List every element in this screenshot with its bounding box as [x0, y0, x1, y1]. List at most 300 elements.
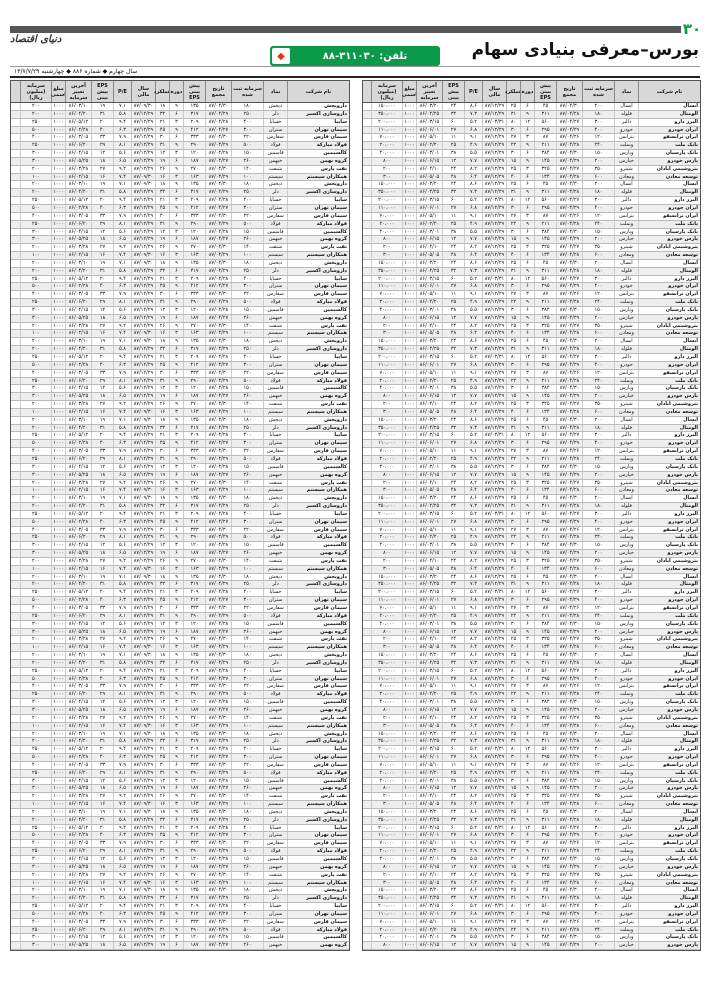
table-cell: ۱۵۰،۰۰۰: [371, 260, 402, 267]
table-cell: ۵.۲: [464, 668, 482, 675]
table-cell: ۲۰،۰۰۰: [371, 378, 402, 385]
table-cell: ۳۰۰: [20, 778, 51, 785]
table-cell: ۳: [169, 487, 183, 494]
table-cell: ۴۱۲: [183, 440, 205, 447]
table-cell: ۱۹: [91, 809, 113, 816]
company-name-cell: ایران ترانسفو: [638, 291, 700, 298]
table-cell: ۲۹۵: [534, 832, 556, 839]
table-row: [11, 409, 349, 417]
table-cell: ۸۰۰: [371, 785, 402, 792]
table-cell: ۸۷/۱۲/۲۹: [482, 487, 506, 494]
table-cell: ۸۷/۰۴/۲۹: [205, 880, 231, 887]
table-cell: ۲۰۰: [20, 503, 51, 510]
table-cell: ۳۱: [155, 142, 169, 149]
table-cell: ۸۷/۰۴/۲۸: [556, 817, 582, 824]
table-cell: ۴۰۰: [20, 840, 51, 847]
table-cell: ۹: [520, 142, 534, 149]
table-cell: ۷.۴: [113, 409, 131, 416]
table-cell: ۷.۷: [464, 785, 482, 792]
table-cell: ۲۹: [91, 142, 113, 149]
table-cell: ۸۶/۰۴/۱۵: [65, 699, 91, 706]
table-cell: ۶: [520, 464, 534, 471]
table-cell: ۳۱: [155, 534, 169, 541]
table-cell: ۱۲۰: [582, 762, 614, 769]
table-cell: ۸۶/۰۶/۱۵: [416, 315, 442, 322]
table-cell: ۸۶/۰۳/۰۵: [65, 762, 91, 769]
table-cell: ۱۰۰۰: [402, 691, 416, 698]
company-name-cell: بانک پارسیان: [638, 856, 700, 863]
table-cell: ۲۴: [442, 652, 464, 659]
table-cell: ۱۰۰۰: [51, 581, 65, 588]
table-cell: ۳۰: [506, 150, 520, 157]
table-cell: ۲۰۹: [183, 511, 205, 518]
table-cell: ۴۰۰: [231, 197, 263, 204]
table-cell: ۸۷/۱۲/۲۹: [482, 652, 506, 659]
table-cell: ۹.۱: [464, 448, 482, 455]
table-cell: دلر: [263, 817, 287, 824]
table-cell: ۲۵: [442, 848, 464, 855]
table-cell: ۸۷/۰۴/۲۹: [556, 205, 582, 212]
table-cell: ۲۱۱: [534, 927, 556, 934]
company-name-cell: فولاد مبارکه: [287, 691, 349, 698]
table-cell: ۸۶/۰۵/۲۵: [65, 393, 91, 400]
table-cell: ۸۷/۰۴/۲۸: [205, 354, 231, 361]
company-name-cell: آبسال: [638, 338, 700, 345]
table-cell: ۸۷/۱۲/۲۹: [131, 691, 155, 698]
table-cell: ۲۴۰: [582, 299, 614, 306]
table-cell: ۸۷/۰۴/۲۸: [205, 542, 231, 549]
column-header: P/E: [464, 81, 482, 102]
table-cell: ۸۶/۰۵/۲۵: [65, 942, 91, 949]
table-cell: ۸۷/۰۴/۲۷: [205, 911, 231, 918]
table-cell: ۸۷/۰۴/۲۹: [205, 691, 231, 698]
company-name-cell: همکاران سیستم: [287, 174, 349, 181]
table-cell: ۸۷/۰۴/۲۸: [556, 566, 582, 573]
table-cell: ۹: [520, 268, 534, 275]
table-row: [363, 550, 700, 558]
table-cell: ۱۸۷: [183, 864, 205, 871]
company-name-cell: داروپخش: [287, 652, 349, 659]
table-cell: ۸۷/۱۲/۲۹: [482, 417, 506, 424]
table-cell: ۱۲۰: [183, 542, 205, 549]
table-cell: ۹.۲: [113, 793, 131, 800]
table-row: [11, 519, 349, 527]
table-cell: ۵۰۰: [20, 127, 51, 134]
table-cell: ۶: [520, 487, 534, 494]
table-cell: ۳: [169, 621, 183, 628]
table-cell: ۱۰۰۰: [51, 205, 65, 212]
table-cell: شنفت: [263, 558, 287, 565]
table-cell: ۵۰۰: [20, 362, 51, 369]
table-cell: ۸۷/۱۲/۲۹: [131, 597, 155, 604]
column-header: نام شرکت: [287, 81, 349, 102]
table-cell: ۱۶۳: [183, 252, 205, 259]
table-cell: ۴۸: [442, 723, 464, 730]
company-name-cell: نفت پارس: [287, 872, 349, 879]
table-cell: ۸۷/۰۴/۲۸: [556, 738, 582, 745]
table-cell: ۸۷/۱۲/۲۹: [131, 519, 155, 526]
table-cell: ۱۱۰،۰۰۰: [371, 519, 402, 526]
table-cell: ۸۶/۰۵/۲۵: [65, 158, 91, 165]
table-cell: ۷۰،۰۰۰: [371, 291, 402, 298]
table-cell: ۸۶/۰۳/۱۰: [65, 731, 91, 738]
table-cell: ۱۰۰۰: [51, 456, 65, 463]
table-cell: ۲۱۱: [534, 770, 556, 777]
table-cell: ۴.۹: [464, 221, 482, 228]
company-name-cell: داروسازی اکسیر: [287, 660, 349, 667]
table-cell: ۱۱: [442, 213, 464, 220]
table-cell: ۸.۶: [464, 652, 482, 659]
table-row: [363, 440, 700, 448]
table-cell: ۸۶/۰۴/۲۰: [65, 111, 91, 118]
table-cell: ۸۷/۰۴/۲۷: [205, 158, 231, 165]
table-cell: ۸.۱: [113, 691, 131, 698]
company-name-cell: همکاران سیستم: [287, 566, 349, 573]
table-cell: ۸۶/۰۲/۱۵: [65, 880, 91, 887]
table-cell: ۲۹۵: [534, 676, 556, 683]
table-cell: ۲۰: [91, 825, 113, 832]
table-cell: خساپا: [263, 432, 287, 439]
company-name-cell: بانک پارسیان: [638, 150, 700, 157]
table-cell: ۱۰۰۰: [402, 660, 416, 667]
table-cell: ۸۰: [506, 511, 520, 518]
table-cell: ۴۱۲: [183, 519, 205, 526]
table-cell: ۸۷/۰۴/۲۸: [205, 668, 231, 675]
table-cell: ۶: [169, 503, 183, 510]
table-cell: ۸.۱: [113, 221, 131, 228]
table-cell: ۲۰۹: [183, 825, 205, 832]
table-cell: ۲۰۹: [183, 354, 205, 361]
table-cell: ۱۰۰۰: [51, 566, 65, 573]
table-cell: ۲۴۰: [582, 378, 614, 385]
company-name-cell: پارس خودرو: [638, 707, 700, 714]
table-cell: ۸.۶: [464, 495, 482, 502]
table-cell: ۲۶: [155, 715, 169, 722]
table-cell: ۸۷/۰۴/۲۷: [205, 236, 231, 243]
table-cell: ۹: [520, 785, 534, 792]
table-cell: ۸۶/۰۵/۱۲: [65, 197, 91, 204]
table-cell: ۹.۱: [464, 134, 482, 141]
table-cell: ۸۷/۱۲/۲۹: [482, 636, 506, 643]
table-cell: ۸.۱: [113, 848, 131, 855]
table-cell: ۸۷/۰۴/۳۰: [556, 699, 582, 706]
table-cell: ۵.۵: [464, 150, 482, 157]
company-name-cell: داروپخش: [287, 181, 349, 188]
table-cell: ۸۷/۱۲/۲۹: [482, 315, 506, 322]
table-row: [363, 142, 700, 150]
table-cell: ۱۸۰: [231, 574, 263, 581]
table-row: [363, 683, 700, 691]
table-cell: ۸۷/۰۴/۳۰: [205, 527, 231, 534]
table-cell: ۸۶/۰۲/۲۰: [416, 848, 442, 855]
table-cell: ۸۷/۰۴/۲۸: [205, 903, 231, 910]
table-cell: ۱۸۷: [183, 550, 205, 557]
table-cell: ۸۶/۰۶/۲۰: [65, 142, 91, 149]
table-cell: ۱۰۰۰: [402, 942, 416, 949]
table-cell: ۵.۸: [113, 425, 131, 432]
table-cell: ۲۰۰: [371, 166, 402, 173]
table-cell: ۳۸: [442, 150, 464, 157]
table-cell: ۴.۹: [464, 534, 482, 541]
table-cell: ۶: [520, 260, 534, 267]
table-cell: ۸۷/۰۴/۲۷: [556, 589, 582, 596]
table-cell: ۱۸: [155, 887, 169, 894]
table-row: [11, 393, 349, 401]
table-cell: ۲۰: [91, 668, 113, 675]
table-cell: ۸۶/۰۳/۰۵: [65, 919, 91, 926]
table-cell: ۲۵۰: [231, 817, 263, 824]
company-name-cell: سایپا: [287, 354, 349, 361]
table-cell: ۸۷/۱۲/۲۹: [482, 181, 506, 188]
table-cell: ۳۱: [155, 848, 169, 855]
table-cell: ۱۰۰۰: [51, 550, 65, 557]
table-cell: ۸۷/۱۲/۲۹: [131, 456, 155, 463]
table-cell: ۴۵: [534, 260, 556, 267]
table-cell: ۳۰: [155, 527, 169, 534]
table-cell: ۸۷/۰۴/۲۸: [556, 848, 582, 855]
table-cell: ۴۱۲: [183, 283, 205, 290]
table-cell: ۲۰۰: [20, 660, 51, 667]
table-cell: بترانس: [614, 448, 638, 455]
table-cell: ۸۷/۰۴/۲۷: [205, 942, 231, 949]
table-cell: ۸.۲: [464, 401, 482, 408]
table-cell: ۸۷/۱۲/۲۹: [131, 511, 155, 518]
table-row: [11, 785, 349, 793]
table-cell: ۸۷/۱۲/۲۹: [482, 605, 506, 612]
table-cell: ۹: [169, 221, 183, 228]
table-cell: ۱۰۰۰: [51, 197, 65, 204]
table-cell: سیستم: [263, 174, 287, 181]
table-cell: فلوله: [614, 111, 638, 118]
table-cell: ۹: [520, 236, 534, 243]
table-cell: ۳۰۰: [371, 409, 402, 416]
table-cell: ۲۰۰،۰۰۰: [371, 119, 402, 126]
table-cell: ۴۰،۰۰۰: [371, 542, 402, 549]
table-cell: ۱۵۰: [582, 621, 614, 628]
company-name-cell: فولاد مبارکه: [287, 848, 349, 855]
column-header: نماد: [614, 81, 638, 102]
table-row: [363, 629, 700, 637]
table-cell: ۶: [169, 315, 183, 322]
table-row: [11, 746, 349, 754]
table-cell: ۸۶/۰۳/۲۸: [65, 480, 91, 487]
table-cell: ۷.۹: [113, 134, 131, 141]
table-cell: ۶.۸: [464, 832, 482, 839]
table-cell: ۲۰۰: [371, 323, 402, 330]
company-name-cell: گروه بهمن: [287, 864, 349, 871]
table-cell: ۱۰۰۰: [51, 864, 65, 871]
table-cell: ۳۵۰،۰۰۰: [371, 425, 402, 432]
table-cell: ۴۰۰: [20, 291, 51, 298]
company-name-cell: توسعه معادن: [638, 880, 700, 887]
table-cell: ۱۰۰۰: [51, 252, 65, 259]
table-cell: ۱۰۰۰: [51, 801, 65, 808]
table-cell: ۲۰۰: [371, 636, 402, 643]
table-cell: ۲۰،۰۰۰: [371, 534, 402, 541]
table-cell: ۴۰: [506, 409, 520, 416]
table-cell: ۱۰۰۰: [402, 817, 416, 824]
table-cell: ۱۰۰۰: [402, 299, 416, 306]
table-cell: ۲۰۰: [582, 785, 614, 792]
table-cell: ۸۶/۰۳/۰۵: [65, 370, 91, 377]
table-cell: ۸۶/۰۵/۱۰: [416, 527, 442, 534]
table-cell: ۳۵۰،۰۰۰: [371, 660, 402, 667]
table-cell: ۳۰۰: [20, 550, 51, 557]
table-cell: ۲۹: [91, 534, 113, 541]
table-cell: ۱۶: [155, 330, 169, 337]
table-cell: دالبر: [614, 825, 638, 832]
table-cell: ۸۷/۱۲/۲۹: [131, 158, 155, 165]
table-cell: ۸۷/۰۴/۲۹: [556, 283, 582, 290]
table-cell: ۱۰۰۰: [51, 519, 65, 526]
table-cell: ۲۱: [155, 354, 169, 361]
company-name-cell: نفت پارس: [287, 636, 349, 643]
table-cell: ۲۵۰: [20, 354, 51, 361]
table-cell: ۳: [520, 762, 534, 769]
table-cell: ۱۲۰: [582, 840, 614, 847]
table-cell: ۱۲: [442, 942, 464, 949]
table-row: [363, 385, 700, 393]
table-cell: ۱۲: [442, 629, 464, 636]
table-row: [363, 103, 700, 111]
table-cell: ۷.۱: [113, 887, 131, 894]
table-cell: ۱۵: [506, 315, 520, 322]
table-row: [363, 487, 700, 495]
table-cell: ۲۱: [155, 276, 169, 283]
table-cell: ۲۷: [91, 244, 113, 251]
column-header: عملکرد: [155, 81, 169, 102]
table-cell: سیستم: [263, 723, 287, 730]
table-cell: ۱۶۳: [183, 801, 205, 808]
table-cell: ۸۶/۰۴/۱۰: [416, 244, 442, 251]
table-cell: ۲۷: [91, 480, 113, 487]
table-cell: ۸۷/۱۲/۲۹: [482, 362, 506, 369]
table-cell: ۸۷/۰۴/۳۰: [556, 495, 582, 502]
company-name-cell: آلومتال: [638, 738, 700, 745]
table-cell: ۳۰: [506, 778, 520, 785]
table-cell: ۱۰۰۰: [51, 315, 65, 322]
table-cell: ۸۷/۱۲/۲۹: [482, 895, 506, 902]
table-cell: دپخش: [263, 574, 287, 581]
table-cell: وپارس: [614, 464, 638, 471]
table-cell: ۵۰۰: [20, 283, 51, 290]
table-cell: ۵.۵: [464, 934, 482, 941]
table-cell: ۱۲: [520, 903, 534, 910]
table-cell: ۸۷/۰۴/۲۷: [556, 323, 582, 330]
table-cell: فاسمین: [263, 542, 287, 549]
table-cell: ۵.۲: [464, 119, 482, 126]
table-cell: ۳: [169, 668, 183, 675]
table-cell: ۶.۴: [464, 330, 482, 337]
table-cell: دالبر: [614, 119, 638, 126]
table-row: [363, 354, 700, 362]
table-cell: ۳۸۴: [534, 229, 556, 236]
table-cell: ۳۸۴: [534, 150, 556, 157]
table-cell: ۲۰،۰۰۰: [371, 142, 402, 149]
table-cell: ۱۴۰: [231, 401, 263, 408]
table-cell: ۸۷/۰۴/۲۹: [205, 581, 231, 588]
column-header: پیش بینی EPS: [534, 81, 556, 102]
table-cell: ۱۸: [91, 550, 113, 557]
company-name-cell: ایران ترانسفو: [638, 134, 700, 141]
table-cell: ۱۵۰،۰۰۰: [371, 574, 402, 581]
table-cell: ۲۰۰: [582, 495, 614, 502]
table-cell: ۲۰: [91, 589, 113, 596]
table-cell: ۲۶۰: [231, 864, 263, 871]
table-cell: ۹: [169, 652, 183, 659]
table-cell: ۸۶/۰۳/۱۵: [416, 825, 442, 832]
table-cell: ۸۷/۰۴/۲۷: [205, 472, 231, 479]
company-name-cell: داروسازی اکسیر: [287, 503, 349, 510]
table-cell: ۸.۱: [113, 534, 131, 541]
table-cell: ۸۷/۰۴/۲۸: [556, 378, 582, 385]
table-cell: ۸۷/۰۴/۲۸: [205, 197, 231, 204]
table-cell: ۸۶/۰۶/۲۰: [65, 848, 91, 855]
table-cell: ۶: [169, 895, 183, 902]
table-cell: ۸۶/۰۵/۲۵: [65, 707, 91, 714]
table-row: [11, 629, 349, 637]
table-row: [11, 338, 349, 346]
table-cell: ۲۶: [155, 872, 169, 879]
table-cell: ۲۰،۰۰۰: [371, 221, 402, 228]
table-cell: ۱۰۰۰: [402, 581, 416, 588]
table-cell: ۷.۴: [113, 801, 131, 808]
company-name-cell: سیمان تهران: [287, 127, 349, 134]
table-cell: ۹: [169, 676, 183, 683]
table-cell: ۲۰۰: [582, 707, 614, 714]
table-cell: ۸.۱: [113, 378, 131, 385]
table-cell: ۸۶/۰۴/۱۵: [65, 229, 91, 236]
table-cell: ۶: [520, 542, 534, 549]
table-cell: ۲۴۰: [582, 221, 614, 228]
table-cell: ۹.۲: [113, 323, 131, 330]
table-cell: ۸۷/۰۴/۲۷: [205, 597, 231, 604]
table-cell: ۸۶/۰۵/۱۰: [416, 370, 442, 377]
table-cell: ۲۷: [442, 205, 464, 212]
table-cell: ۱۴۵: [534, 629, 556, 636]
table-cell: ۴۸: [442, 801, 464, 808]
table-cell: ۲۶: [155, 401, 169, 408]
table-cell: ۸۶/۰۴/۱۰: [416, 636, 442, 643]
table-cell: ۲۴: [442, 887, 464, 894]
table-cell: ۱۵: [506, 942, 520, 949]
table-cell: ۱۰۰۰: [51, 260, 65, 267]
table-cell: ۸۶/۰۳/۱۰: [65, 260, 91, 267]
table-cell: ۸۷/۰۴/۲۸: [556, 691, 582, 698]
table-cell: ۶۰: [442, 668, 464, 675]
table-cell: ۴۰۰: [231, 589, 263, 596]
table-cell: ۸۷/۰۴/۲۸: [205, 856, 231, 863]
table-cell: ۲۹۵: [534, 597, 556, 604]
table-cell: ۲۰۰: [20, 895, 51, 902]
table-cell: ۵.۵: [464, 856, 482, 863]
table-cell: ۴۰۰: [582, 597, 614, 604]
table-row: [11, 542, 349, 550]
company-name-cell: سایپا: [287, 589, 349, 596]
table-cell: ۲۰۰: [582, 393, 614, 400]
table-cell: ۸۶/۰۴/۱۵: [65, 778, 91, 785]
table-cell: ۸۷/۱۲/۲۹: [482, 378, 506, 385]
table-cell: ۸۷/۱۲/۲۹: [482, 683, 506, 690]
table-cell: ۲۰۰: [371, 480, 402, 487]
table-cell: ۸۶/۰۲/۲۰: [416, 613, 442, 620]
table-cell: ۳۲: [155, 581, 169, 588]
table-cell: ۳۱۷: [183, 895, 205, 902]
table-cell: ۱۲: [155, 778, 169, 785]
table-cell: ۵.۵: [464, 621, 482, 628]
table-cell: ۲۰۰: [20, 338, 51, 345]
table-cell: ۸۰: [506, 903, 520, 910]
